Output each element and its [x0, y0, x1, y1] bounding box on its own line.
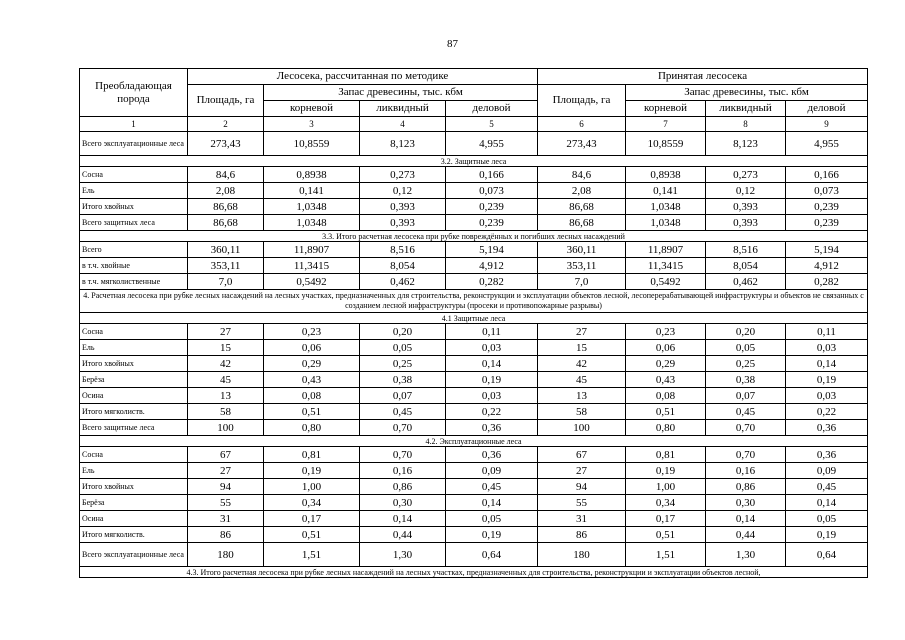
row-value: 360,11: [538, 242, 626, 258]
section-row: [80, 436, 868, 447]
header-business-method: деловой: [446, 101, 538, 117]
section-row: [80, 231, 868, 242]
row-value: 5,194: [446, 242, 538, 258]
row-value: 0,393: [360, 215, 446, 231]
row-value: 0,11: [786, 324, 868, 340]
row-label: Всего защитные леса: [80, 420, 188, 436]
row-value: 10,8559: [626, 132, 706, 156]
header-area-method: Площадь, га: [188, 85, 264, 117]
table-row: [80, 199, 868, 215]
row-value: 0,05: [360, 340, 446, 356]
row-value: 0,03: [786, 388, 868, 404]
row-value: 27: [538, 463, 626, 479]
row-value: 13: [538, 388, 626, 404]
header-method-group: Лесосека, рассчитанная по методике: [188, 69, 538, 85]
column-number: 9: [786, 117, 868, 132]
row-value: 0,14: [446, 495, 538, 511]
table-row: [80, 527, 868, 543]
row-value: 45: [538, 372, 626, 388]
section-title: 3.2. Защитные леса: [80, 156, 868, 167]
row-value: 0,45: [786, 479, 868, 495]
row-value: 0,11: [446, 324, 538, 340]
row-value: 0,80: [264, 420, 360, 436]
row-value: 0,07: [706, 388, 786, 404]
row-value: 1,0348: [626, 199, 706, 215]
section-title: 4.2. Эксплуатационные леса: [80, 436, 868, 447]
row-value: 0,80: [626, 420, 706, 436]
row-value: 0,282: [446, 274, 538, 290]
row-value: 67: [188, 447, 264, 463]
row-value: 8,123: [706, 132, 786, 156]
row-value: 0,45: [360, 404, 446, 420]
row-value: 86,68: [188, 215, 264, 231]
row-label: Всего защитных леса: [80, 215, 188, 231]
header-liquid-method: ликвидный: [360, 101, 446, 117]
row-value: 0,073: [786, 183, 868, 199]
row-value: 8,054: [706, 258, 786, 274]
row-value: 8,516: [706, 242, 786, 258]
row-value: 0,393: [360, 199, 446, 215]
row-value: 0,08: [264, 388, 360, 404]
table-row: [80, 242, 868, 258]
table-row: [80, 340, 868, 356]
row-label: Всего эксплуатационные леса: [80, 543, 188, 567]
section-title: 3.3. Итого расчетная лесосека при рубке повреждённых и погибших лесных насаждений: [80, 231, 868, 242]
row-value: 11,3415: [626, 258, 706, 274]
row-label: Сосна: [80, 324, 188, 340]
row-value: 0,30: [360, 495, 446, 511]
row-value: 0,239: [786, 215, 868, 231]
row-value: 1,51: [626, 543, 706, 567]
row-value: 2,08: [188, 183, 264, 199]
row-value: 0,05: [446, 511, 538, 527]
row-value: 42: [538, 356, 626, 372]
row-label: Ель: [80, 183, 188, 199]
row-value: 7,0: [538, 274, 626, 290]
table-row: [80, 356, 868, 372]
row-value: 273,43: [188, 132, 264, 156]
row-value: 0,19: [446, 372, 538, 388]
row-value: 0,19: [264, 463, 360, 479]
row-value: 5,194: [786, 242, 868, 258]
row-value: 0,141: [264, 183, 360, 199]
row-value: 58: [538, 404, 626, 420]
row-value: 1,00: [626, 479, 706, 495]
section-row: [80, 313, 868, 324]
row-value: 4,955: [786, 132, 868, 156]
row-value: 0,64: [786, 543, 868, 567]
row-value: 1,00: [264, 479, 360, 495]
column-numbers-row: [80, 117, 868, 132]
table-row: [80, 543, 868, 567]
row-label: Ель: [80, 463, 188, 479]
header-row-1: [80, 69, 868, 85]
table-row: [80, 404, 868, 420]
column-number: 3: [264, 117, 360, 132]
row-value: 1,0348: [264, 215, 360, 231]
header-accepted-group: Принятая лесосека: [538, 69, 868, 85]
row-value: 1,30: [706, 543, 786, 567]
row-value: 0,5492: [626, 274, 706, 290]
row-value: 2,08: [538, 183, 626, 199]
row-value: 31: [188, 511, 264, 527]
row-label: Итого хвойных: [80, 479, 188, 495]
note-row: [80, 290, 868, 313]
row-label: Берёза: [80, 372, 188, 388]
row-value: 0,45: [706, 404, 786, 420]
row-value: 0,14: [786, 356, 868, 372]
row-value: 94: [538, 479, 626, 495]
row-value: 58: [188, 404, 264, 420]
row-label: Итого хвойных: [80, 356, 188, 372]
row-value: 0,44: [360, 527, 446, 543]
row-value: 0,36: [786, 447, 868, 463]
header-business-accepted: деловой: [786, 101, 868, 117]
row-value: 0,34: [626, 495, 706, 511]
row-value: 8,123: [360, 132, 446, 156]
row-value: 0,81: [626, 447, 706, 463]
row-value: 0,20: [360, 324, 446, 340]
row-label: Итого мягколиств.: [80, 527, 188, 543]
row-value: 0,239: [786, 199, 868, 215]
row-value: 0,14: [786, 495, 868, 511]
table-body: [80, 132, 868, 578]
row-value: 27: [188, 324, 264, 340]
table-row: [80, 372, 868, 388]
row-value: 100: [188, 420, 264, 436]
row-value: 0,51: [626, 527, 706, 543]
row-value: 0,14: [360, 511, 446, 527]
column-number: 7: [626, 117, 706, 132]
table-row: [80, 274, 868, 290]
note-text: 4. Расчетная лесосека при рубке лесных насаждений на лесных участках, предназначенных для строительства, реконструкции и эксплуатации объектов лесной, лесоперерабатывающей инфраструктуры и объектов не связанных с созданием лесной инфраструктуры (просеки и противопожарные разрывы): [80, 290, 868, 313]
row-value: 0,34: [264, 495, 360, 511]
row-value: 1,0348: [264, 199, 360, 215]
row-value: 0,462: [706, 274, 786, 290]
row-value: 86,68: [538, 215, 626, 231]
row-value: 27: [188, 463, 264, 479]
row-value: 27: [538, 324, 626, 340]
row-value: 0,12: [360, 183, 446, 199]
table-row: [80, 511, 868, 527]
row-label: Сосна: [80, 167, 188, 183]
column-number: 8: [706, 117, 786, 132]
row-label: Сосна: [80, 447, 188, 463]
row-value: 353,11: [538, 258, 626, 274]
row-value: 0,03: [446, 388, 538, 404]
row-value: 0,25: [360, 356, 446, 372]
row-value: 0,06: [626, 340, 706, 356]
header-area-accepted: Площадь, га: [538, 85, 626, 117]
row-value: 0,12: [706, 183, 786, 199]
table-row: [80, 132, 868, 156]
row-value: 180: [538, 543, 626, 567]
row-value: 0,239: [446, 215, 538, 231]
row-value: 0,81: [264, 447, 360, 463]
header-species: Преобладающая порода: [80, 69, 188, 117]
row-value: 8,516: [360, 242, 446, 258]
row-value: 0,273: [706, 167, 786, 183]
row-value: 0,07: [360, 388, 446, 404]
row-value: 0,09: [786, 463, 868, 479]
row-value: 0,38: [360, 372, 446, 388]
row-value: 0,70: [360, 420, 446, 436]
row-value: 0,09: [446, 463, 538, 479]
table-row: [80, 447, 868, 463]
table-row: [80, 215, 868, 231]
row-value: 55: [538, 495, 626, 511]
row-value: 4,912: [786, 258, 868, 274]
row-value: 31: [538, 511, 626, 527]
row-label: Осина: [80, 511, 188, 527]
row-value: 42: [188, 356, 264, 372]
row-value: 0,462: [360, 274, 446, 290]
row-label: Берёза: [80, 495, 188, 511]
row-value: 84,6: [188, 167, 264, 183]
row-value: 0,06: [264, 340, 360, 356]
header-root-accepted: корневой: [626, 101, 706, 117]
table-row: [80, 479, 868, 495]
column-number: 4: [360, 117, 446, 132]
row-value: 15: [538, 340, 626, 356]
row-value: 0,64: [446, 543, 538, 567]
row-value: 0,51: [264, 527, 360, 543]
row-value: 0,36: [446, 447, 538, 463]
row-label: Итого хвойных: [80, 199, 188, 215]
row-value: 0,08: [626, 388, 706, 404]
row-label: Итого мягколиств.: [80, 404, 188, 420]
row-value: 0,273: [360, 167, 446, 183]
row-value: 1,51: [264, 543, 360, 567]
row-value: 0,19: [786, 372, 868, 388]
row-value: 0,22: [446, 404, 538, 420]
row-value: 86,68: [188, 199, 264, 215]
header-stock-method: Запас древесины, тыс. кбм: [264, 85, 538, 101]
row-value: 0,30: [706, 495, 786, 511]
row-value: 0,22: [786, 404, 868, 420]
column-number: 1: [80, 117, 188, 132]
row-value: 0,86: [706, 479, 786, 495]
table-row: [80, 463, 868, 479]
header-row-2: [80, 85, 868, 101]
column-number: 2: [188, 117, 264, 132]
row-value: 1,30: [360, 543, 446, 567]
row-value: 0,36: [786, 420, 868, 436]
row-value: 10,8559: [264, 132, 360, 156]
row-value: 0,166: [446, 167, 538, 183]
row-value: 84,6: [538, 167, 626, 183]
row-value: 0,16: [706, 463, 786, 479]
row-value: 0,29: [626, 356, 706, 372]
row-value: 0,51: [264, 404, 360, 420]
column-number: 6: [538, 117, 626, 132]
header-liquid-accepted: ликвидный: [706, 101, 786, 117]
row-label: Всего эксплуатационные леса: [80, 132, 188, 156]
row-value: 0,17: [264, 511, 360, 527]
row-value: 0,70: [706, 447, 786, 463]
table-row: [80, 183, 868, 199]
section-row: [80, 156, 868, 167]
row-value: 45: [188, 372, 264, 388]
row-value: 0,20: [706, 324, 786, 340]
table-row: [80, 495, 868, 511]
row-value: 11,8907: [626, 242, 706, 258]
row-value: 0,19: [626, 463, 706, 479]
row-value: 0,43: [264, 372, 360, 388]
row-value: 0,51: [626, 404, 706, 420]
row-value: 8,054: [360, 258, 446, 274]
row-value: 0,03: [786, 340, 868, 356]
row-value: 0,38: [706, 372, 786, 388]
row-value: 11,8907: [264, 242, 360, 258]
table-row: [80, 167, 868, 183]
row-value: 0,05: [706, 340, 786, 356]
row-value: 67: [538, 447, 626, 463]
row-value: 0,29: [264, 356, 360, 372]
row-value: 0,23: [626, 324, 706, 340]
row-value: 0,282: [786, 274, 868, 290]
row-value: 0,70: [360, 447, 446, 463]
table-row: [80, 388, 868, 404]
row-value: 0,25: [706, 356, 786, 372]
row-value: 0,44: [706, 527, 786, 543]
section-title: 4.1 Защитные леса: [80, 313, 868, 324]
row-value: 86: [188, 527, 264, 543]
row-value: 0,14: [706, 511, 786, 527]
row-value: 0,45: [446, 479, 538, 495]
row-value: 7,0: [188, 274, 264, 290]
row-label: в т.ч. хвойные: [80, 258, 188, 274]
row-value: 0,19: [446, 527, 538, 543]
row-value: 4,955: [446, 132, 538, 156]
row-value: 0,36: [446, 420, 538, 436]
row-value: 0,8938: [626, 167, 706, 183]
row-value: 100: [538, 420, 626, 436]
row-value: 86: [538, 527, 626, 543]
header-stock-accepted: Запас древесины, тыс. кбм: [626, 85, 868, 101]
row-value: 0,5492: [264, 274, 360, 290]
row-value: 180: [188, 543, 264, 567]
row-value: 86,68: [538, 199, 626, 215]
row-value: 0,166: [786, 167, 868, 183]
row-value: 0,23: [264, 324, 360, 340]
section-row: [80, 567, 868, 578]
row-value: 0,70: [706, 420, 786, 436]
row-value: 0,8938: [264, 167, 360, 183]
row-value: 0,19: [786, 527, 868, 543]
page-number: 87: [447, 38, 458, 50]
forest-cutting-table: [79, 68, 868, 578]
row-value: 0,393: [706, 215, 786, 231]
row-value: 0,43: [626, 372, 706, 388]
row-value: 0,141: [626, 183, 706, 199]
row-value: 353,11: [188, 258, 264, 274]
row-value: 4,912: [446, 258, 538, 274]
row-value: 1,0348: [626, 215, 706, 231]
row-label: Всего: [80, 242, 188, 258]
table-row: [80, 258, 868, 274]
table-row: [80, 420, 868, 436]
row-value: 0,239: [446, 199, 538, 215]
row-label: в т.ч. мягколиственные: [80, 274, 188, 290]
section-title: 4.3. Итого расчетная лесосека при рубке лесных насаждений на лесных участках, предназначенных для строительства, реконструкции и эксплуатации объектов лесной,: [80, 567, 868, 578]
row-value: 0,17: [626, 511, 706, 527]
table-row: [80, 324, 868, 340]
row-value: 13: [188, 388, 264, 404]
row-value: 273,43: [538, 132, 626, 156]
row-value: 0,14: [446, 356, 538, 372]
header-root-method: корневой: [264, 101, 360, 117]
row-value: 55: [188, 495, 264, 511]
row-value: 0,393: [706, 199, 786, 215]
row-value: 360,11: [188, 242, 264, 258]
row-value: 15: [188, 340, 264, 356]
row-value: 0,073: [446, 183, 538, 199]
row-value: 0,03: [446, 340, 538, 356]
row-label: Осина: [80, 388, 188, 404]
row-value: 0,86: [360, 479, 446, 495]
row-value: 0,16: [360, 463, 446, 479]
row-label: Ель: [80, 340, 188, 356]
row-value: 94: [188, 479, 264, 495]
row-value: 0,05: [786, 511, 868, 527]
row-value: 11,3415: [264, 258, 360, 274]
column-number: 5: [446, 117, 538, 132]
